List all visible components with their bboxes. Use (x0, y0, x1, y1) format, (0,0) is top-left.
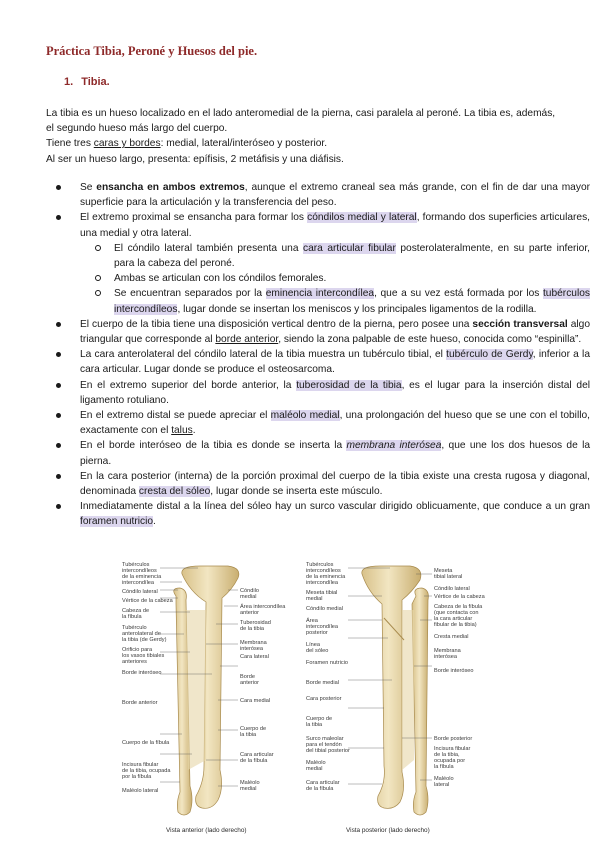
fig-label: Membrana (434, 648, 461, 654)
list-item (80, 438, 590, 468)
text-run: En el extremo distal se puede apreciar el (80, 410, 271, 422)
fig-label: posterior (306, 630, 328, 636)
highlighted-term: membrana interósea (346, 440, 442, 452)
fig-label: tibial lateral (434, 574, 463, 580)
text-run: En el extremo superior del borde anterior, la (80, 379, 297, 391)
intro-line (46, 136, 560, 151)
fig-label: Borde anterior (122, 700, 158, 706)
text-run: , formando dos superficies articulares, una medial y otra lateral. (80, 212, 590, 239)
fig-label: Cara medial (240, 698, 271, 704)
fig-label: medial (306, 766, 323, 772)
text-run: Se (80, 182, 97, 193)
bullet-list (46, 180, 590, 530)
fig-label: anteriores (122, 659, 147, 665)
section-label: Tibia. (81, 76, 110, 88)
fig-label: Cresta medial (434, 634, 469, 640)
fig-label: intercondílea (122, 580, 155, 586)
fig-label: (que contacta con (434, 610, 479, 616)
fig-label: fibular de la tibia) (434, 622, 477, 628)
list-item (80, 408, 590, 438)
fig-label: ocupada por (434, 758, 466, 764)
fig-label: de la fíbula (306, 786, 334, 792)
fig-label: Cabeza de la fíbula (434, 604, 483, 610)
fig-label: Cuerpo de (240, 726, 267, 732)
bold-text: ensancha en ambos extremos (96, 182, 245, 193)
fig-label: anterior (240, 680, 259, 686)
sub-list-item: Ambas se articulan con los cóndilos femorales. (114, 271, 590, 286)
posterior-left-labels (306, 562, 350, 792)
posterior-view-bones (362, 566, 429, 815)
fig-label: Maléolo lateral (122, 788, 159, 794)
list-item (80, 469, 590, 499)
fig-label: Tubérculo (122, 625, 147, 631)
fig-label: Cara articular (240, 752, 274, 758)
fig-label: Cóndilo (240, 588, 259, 594)
intro-paragraph (46, 106, 560, 167)
text-run: , siendo la zona palpable de este hueso, conocida como “espinilla”. (278, 334, 582, 346)
underlined-text: borde anterior (215, 334, 279, 346)
anterior-right-labels (240, 588, 286, 792)
fig-label: lateral (434, 782, 450, 788)
fig-label: Cuerpo de la fíbula (122, 740, 170, 746)
fig-label: intercondílea (306, 624, 339, 630)
text-run: , lugar donde se insertan los meniscos y los principales ligamentos de la rodilla. (177, 303, 537, 315)
text-run: , aunque el extremo craneal sea más grande, con el fin de dar una mayor superficie para la articulación y la transferencia del peso. (80, 182, 590, 209)
fig-label: Meseta tibial (306, 590, 338, 596)
fig-label: medial (240, 786, 257, 792)
fig-label: Vértice de la cabeza (122, 598, 173, 604)
fig-label: Línea (306, 642, 320, 648)
list-item (80, 499, 590, 529)
fig-label: Tuberosidad (240, 620, 271, 626)
fig-label: Maléolo (240, 780, 260, 786)
fig-label: Borde interóseo (434, 668, 474, 674)
fig-label: Membrana (240, 640, 267, 646)
fig-label: Borde posterior (434, 736, 473, 742)
fig-label: la fíbula (434, 764, 454, 770)
fig-label: Borde medial (306, 680, 339, 686)
fig-label: Tubérculos (306, 562, 334, 568)
section-number: 1. (64, 76, 74, 88)
fig-label: Incisura fibular (122, 762, 159, 768)
fig-label: Área intercondílea (240, 604, 286, 610)
section-heading (64, 76, 110, 88)
fig-label: de la tibia, (434, 752, 460, 758)
fig-label: Incisura fibular (434, 746, 471, 752)
text-run: Se encuentran separados por la (114, 288, 266, 300)
interosseous-membrane (402, 610, 414, 770)
fig-label: Cóndilo lateral (434, 586, 470, 592)
fig-label: Cóndilo medial (306, 606, 344, 612)
fig-label: la fíbula (122, 614, 142, 620)
fig-label: Cara articular (306, 780, 340, 786)
highlighted-term: tuberosidad de la tibia (296, 379, 402, 391)
fig-label: Cara lateral (240, 654, 269, 660)
fig-label: del tibial posterior (306, 748, 350, 754)
figure-caption-anterior: Vista anterior (lado derecho) (166, 827, 247, 834)
fig-label: la tibia (306, 722, 323, 728)
fig-label: medial (306, 596, 323, 602)
highlighted-term: foramen nutricio (80, 516, 154, 528)
interosseous-membrane (186, 610, 206, 770)
fig-label: medial (240, 594, 257, 600)
text-run: En la cara posterior (interna) de la porción proximal del cuerpo de la tibia existe una cresta rugosa y diagonal, denominada (80, 470, 590, 498)
fig-label: para el tendón (306, 742, 342, 748)
fig-label: la tibia (de Gerdy) (122, 637, 167, 643)
tibia-fibula-illustration (120, 560, 490, 838)
fig-label: de la eminencia (306, 574, 346, 580)
fig-label: de la tibia (240, 626, 264, 632)
text-run: El extremo proximal se ensancha para formar los (80, 212, 308, 224)
fig-label: intercondíleos (306, 568, 341, 574)
text-run: algo triangular que corresponde al (80, 318, 590, 346)
text-run: , una prolongación del hueso que se une con el tobillo, exactamente con el (80, 410, 590, 437)
fig-label: Maléolo (434, 776, 454, 782)
fig-label: la cara articular (434, 616, 473, 622)
fig-label: Cabeza de (122, 608, 150, 614)
underlined-text: caras y bordes (93, 138, 161, 150)
highlighted-term: cara articular fibular (303, 242, 396, 254)
text-run: . (153, 516, 156, 528)
fig-label: Meseta (434, 568, 453, 574)
text-run: . (192, 425, 196, 437)
bold-text: sección transversal (472, 318, 568, 330)
anterior-view-bones (174, 566, 239, 815)
fig-label: Surco maleolar (306, 736, 344, 742)
text-run: , que a su vez está formada por los (374, 288, 543, 300)
fig-label: anterolateral de (122, 631, 161, 637)
fig-label: del sóleo (306, 648, 329, 654)
page-title: Práctica Tibia, Peroné y Huesos del pie. (46, 44, 258, 58)
fig-label: Área (306, 618, 318, 624)
fig-label: por la fíbula (122, 774, 152, 780)
fig-label: de la fíbula (240, 758, 268, 764)
intro-line: La tibia es un hueso localizado en el lado anteromedial de la pierna, casi paralela al peroné. La tibia es, además, el segundo hueso más largo del cuerpo. (46, 108, 556, 135)
list-item (80, 180, 590, 210)
text-run: La cara anterolateral del cóndilo lateral de la tibia muestra un tubérculo tibial, el (80, 349, 447, 361)
highlighted-term: cóndilos medial y lateral (307, 212, 417, 224)
figure-caption-posterior: Vista posterior (lado derecho) (346, 827, 430, 834)
text-run: , que une los dos huesos de la pierna. (80, 440, 590, 467)
fig-label: Cuerpo de (306, 716, 333, 722)
text-run: Tiene tres (46, 138, 94, 150)
intro-line: Al ser un hueso largo, presenta: epífisis, 2 metáfisis y una diáfisis. (46, 153, 344, 165)
text-run: , es el lugar para la inserción distal del ligamento rotuliano. (80, 379, 590, 406)
fig-label: intercondílea (306, 580, 339, 586)
text-run: : medial, lateral/interóseo y posterior. (160, 138, 328, 150)
fig-label: Cara posterior (306, 696, 342, 702)
fig-label: Cóndilo lateral (122, 589, 158, 595)
list-item (80, 378, 590, 408)
posterior-right-labels (434, 568, 486, 788)
anterior-left-labels (122, 562, 174, 794)
highlighted-term: tubérculo de Gerdy (446, 349, 533, 361)
fig-label: Borde interóseo (122, 670, 162, 676)
text-run: Inmediatamente distal a la línea del sóleo hay un surco vascular dirigido oblicuamente, que conduce a un gran (80, 501, 590, 513)
highlighted-term: cresta del sóleo (138, 486, 211, 498)
fig-label: Foramen nutricio (306, 660, 348, 666)
fig-label: interósea (240, 646, 264, 652)
fig-label: anterior (240, 610, 259, 616)
fig-label: los vasos tibiales (122, 653, 165, 659)
text-run: En el borde interóseo de la tibia es donde se inserta la (80, 440, 347, 452)
fig-label: interósea (434, 654, 458, 660)
text-run: posterolateralmente, en su parte inferior, para la cabeza del peroné. (114, 242, 590, 270)
fig-label: Maléolo (306, 760, 326, 766)
posterior-fibula-shape (412, 588, 428, 815)
text-run: , inferior a la cara articular. Lugar donde se produce el osteosarcoma. (80, 349, 590, 376)
fig-label: intercondíleos (122, 568, 157, 574)
sub-list-item (114, 286, 590, 316)
highlighted-term: eminencia intercondílea (265, 288, 375, 300)
fig-label: de la tibia, ocupada (122, 768, 171, 774)
sub-list-item (114, 241, 590, 271)
highlighted-term: maléolo medial (270, 410, 340, 422)
fig-label: Orificio para (122, 647, 153, 653)
fig-label: Borde (240, 674, 255, 680)
list-item (80, 210, 590, 316)
highlighted-term: tubérculos intercondíleos (114, 288, 590, 315)
text-run: El cuerpo de la tibia tiene una disposición vertical dentro de la pierna, pero posee una (80, 318, 473, 330)
underlined-text: talus (171, 425, 193, 437)
text-run: , lugar donde se inserta este músculo. (210, 486, 383, 498)
sub-list (80, 241, 590, 317)
fig-label: la tibia (240, 732, 257, 738)
list-item (80, 347, 590, 377)
list-item (80, 317, 590, 347)
text-run: El cóndilo lateral también presenta una (114, 242, 304, 254)
fig-label: de la eminencia (122, 574, 162, 580)
fig-label: Tubérculos (122, 562, 150, 568)
fig-label: Vértice de la cabeza (434, 594, 485, 600)
